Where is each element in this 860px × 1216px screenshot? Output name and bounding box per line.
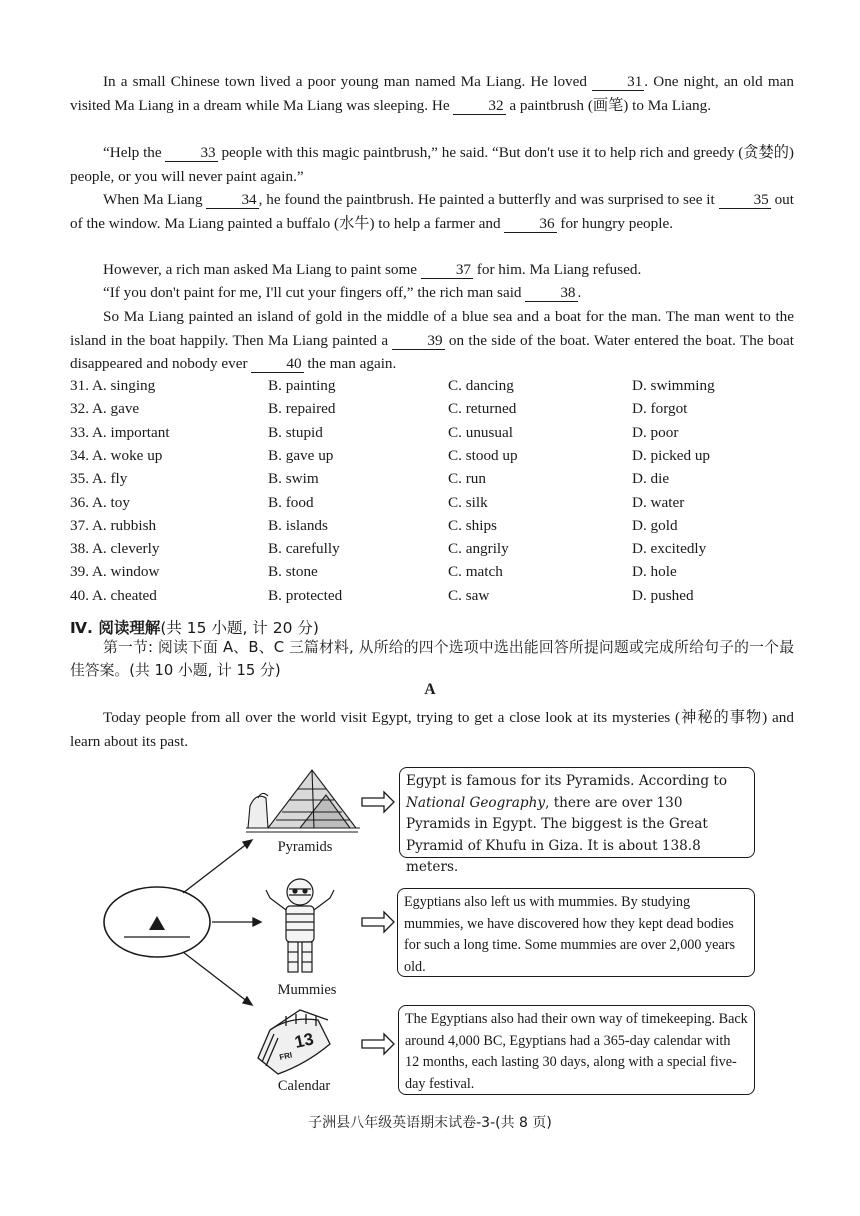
text: a paintbrush (画笔) to Ma Liang. bbox=[505, 96, 711, 114]
text: out of the window. Ma Liang painted a buffalo (水牛) to help a farmer and bbox=[70, 191, 794, 232]
option-a[interactable]: 40. A. cheated bbox=[70, 586, 157, 604]
option-d[interactable]: D. excitedly bbox=[632, 540, 707, 558]
text: In a small Chinese town lived a poor young man named Ma Liang. He loved bbox=[103, 73, 593, 90]
text: people with this magic paintbrush,” he said. “But don't use it to help rich and greedy (贪婪的) people, or you will never paint again.” bbox=[70, 144, 794, 185]
blank-35: 35 bbox=[719, 192, 771, 209]
option-a[interactable]: 32. A. gave bbox=[70, 400, 140, 418]
option-d[interactable]: D. picked up bbox=[632, 446, 711, 464]
text: . bbox=[577, 284, 582, 301]
blank-38: 38 bbox=[525, 285, 577, 302]
text: for hungry people. bbox=[556, 214, 673, 232]
text: Egypt is famous for its Pyramids. According to bbox=[406, 773, 728, 789]
text: , he found the paintbrush. He painted a butterfly and was surprised to see it bbox=[258, 191, 719, 208]
passage-letter: A bbox=[424, 681, 436, 698]
option-c[interactable]: C. ships bbox=[448, 516, 497, 534]
option-b[interactable]: B. repaired bbox=[268, 400, 336, 418]
blank-34: 34 bbox=[206, 192, 258, 209]
option-d[interactable]: D. poor bbox=[632, 423, 679, 441]
option-a[interactable]: 35. A. fly bbox=[70, 470, 128, 488]
blank-39: 39 bbox=[392, 333, 444, 350]
calendar-day: FRI bbox=[278, 1050, 294, 1062]
text: When Ma Liang bbox=[103, 191, 207, 208]
blank-36: 36 bbox=[504, 216, 556, 233]
option-c[interactable]: C. stood up bbox=[448, 446, 518, 464]
section-score: (共 15 小题, 计 20 分) bbox=[160, 619, 319, 637]
calendar-number: 13 bbox=[292, 1029, 316, 1052]
option-c[interactable]: C. returned bbox=[448, 400, 517, 418]
source-name: National Geography bbox=[406, 794, 546, 811]
option-a[interactable]: 37. A. rubbish bbox=[70, 516, 157, 534]
option-c[interactable]: C. dancing bbox=[448, 377, 514, 394]
mummy-icon bbox=[266, 879, 334, 972]
text: “Help the bbox=[103, 144, 166, 161]
blank-32: 32 bbox=[453, 98, 505, 115]
section-instruction: 第一节: 阅读下面 A、B、C 三篇材料, 从所给的四个选项中选出能回答所提问题或完成所给句子的一个最佳答案。(共 10 小题, 计 15 分) bbox=[70, 639, 794, 679]
blank-31: 31 bbox=[592, 74, 644, 91]
option-c[interactable]: C. silk bbox=[448, 493, 488, 511]
option-c[interactable]: C. saw bbox=[448, 586, 490, 604]
caption-calendar: Calendar bbox=[277, 1078, 331, 1094]
option-b[interactable]: B. stone bbox=[268, 563, 318, 581]
option-a[interactable]: 38. A. cleverly bbox=[70, 540, 160, 558]
option-d[interactable]: D. swimming bbox=[632, 377, 715, 394]
caption-mummies: Mummies bbox=[277, 982, 337, 998]
option-d[interactable]: D. pushed bbox=[632, 586, 694, 604]
option-b[interactable]: B. islands bbox=[268, 516, 328, 534]
option-d[interactable]: D. water bbox=[632, 493, 685, 511]
option-b[interactable]: B. stupid bbox=[268, 423, 323, 441]
option-a[interactable]: 36. A. toy bbox=[70, 493, 130, 511]
text: , there are over 130 Pyramids in Egypt. The biggest is the Great Pyramid of Khufu in Giza. It is about 138.8 meters. bbox=[406, 794, 708, 875]
blank-37: 37 bbox=[421, 262, 473, 279]
pyramids-icon bbox=[246, 770, 360, 832]
option-b[interactable]: B. gave up bbox=[268, 446, 334, 464]
option-b[interactable]: B. protected bbox=[268, 586, 343, 604]
passage-intro: Today people from all over the world visit Egypt, trying to get a close look at its mysteries (神秘的事物) and learn about its past. bbox=[70, 709, 794, 750]
option-c[interactable]: C. run bbox=[448, 470, 486, 488]
option-a[interactable]: 39. A. window bbox=[70, 563, 160, 581]
connector-arrows bbox=[183, 840, 261, 1005]
option-d[interactable]: D. gold bbox=[632, 516, 678, 534]
blank-33: 33 bbox=[165, 145, 217, 162]
section-title: Ⅳ. 阅读理解 bbox=[70, 619, 161, 637]
option-d[interactable]: D. hole bbox=[632, 563, 677, 581]
option-b[interactable]: B. swim bbox=[268, 470, 319, 488]
option-b[interactable]: B. carefully bbox=[268, 540, 340, 558]
option-c[interactable]: C. match bbox=[448, 563, 503, 581]
option-c[interactable]: C. unusual bbox=[448, 423, 513, 441]
page-footer: 子洲县八年级英语期末试卷-3-(共 8 页) bbox=[308, 1115, 552, 1131]
option-b[interactable]: B. food bbox=[268, 493, 314, 511]
option-d[interactable]: D. forgot bbox=[632, 400, 688, 418]
text: “If you don't paint for me, I'll cut your fingers off,” the rich man said bbox=[103, 284, 526, 301]
text: So Ma Liang painted an island of gold in the middle of a blue sea and a boat for the man. The man went to the island in the boat happily. Then Ma Liang painted a bbox=[70, 308, 794, 349]
text: . One night, an old man visited Ma Liang in a dream while Ma Liang was sleeping. He bbox=[70, 73, 794, 114]
text: on the side of the boat. Water entered the boat. The boat disappeared and nobody ever bbox=[70, 331, 794, 372]
hollow-arrows bbox=[362, 792, 394, 1054]
option-c[interactable]: C. angrily bbox=[448, 540, 509, 558]
option-d[interactable]: D. die bbox=[632, 470, 670, 488]
center-triangle-icon bbox=[149, 916, 165, 930]
option-a[interactable]: 33. A. important bbox=[70, 423, 170, 441]
mummies-info-box: Egyptians also left us with mummies. By studying mummies, we have discovered how they kept dead bodies for such a long time. Some mummies are over 2,000 years old. bbox=[397, 888, 755, 977]
option-b[interactable]: B. painting bbox=[268, 377, 336, 394]
blank-40: 40 bbox=[251, 356, 303, 373]
caption-pyramids: Pyramids bbox=[277, 839, 333, 855]
option-a[interactable]: 31. A. singing bbox=[70, 377, 156, 394]
text: the man again. bbox=[303, 355, 397, 372]
calendar-info-box: The Egyptians also had their own way of timekeeping. Back around 4,000 BC, Egyptians had a 365-day calendar with 12 months, each lasting 30 days, along with a special five-day festival. bbox=[398, 1005, 755, 1095]
option-a[interactable]: 34. A. woke up bbox=[70, 446, 163, 464]
text: However, a rich man asked Ma Liang to paint some bbox=[103, 261, 421, 278]
pyramids-info-box bbox=[399, 767, 755, 875]
text: for him. Ma Liang refused. bbox=[473, 261, 642, 278]
